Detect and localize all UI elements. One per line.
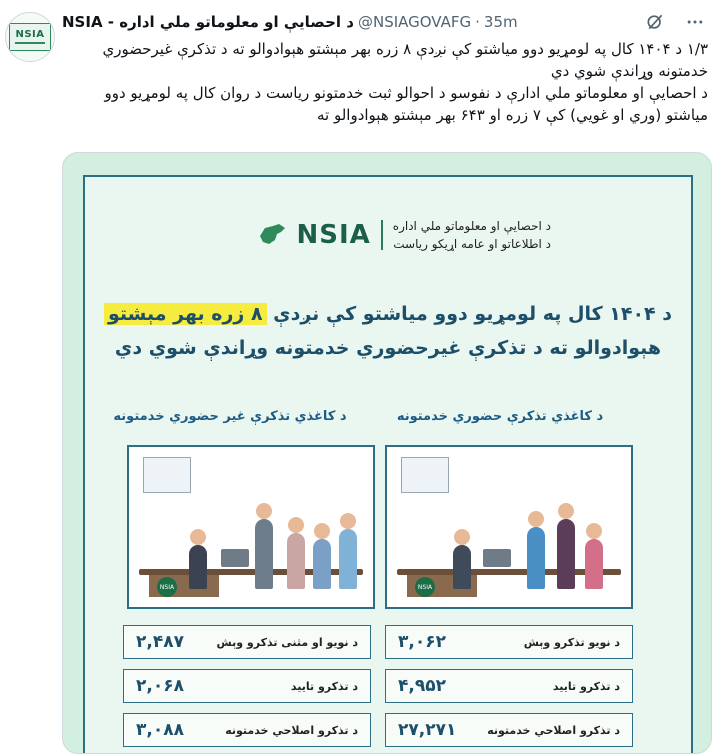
afghanistan-map-icon bbox=[257, 222, 287, 248]
citizen-figure bbox=[527, 527, 545, 589]
clerk-head bbox=[190, 529, 206, 545]
tweet-body bbox=[62, 38, 708, 126]
clerk-head bbox=[454, 529, 470, 545]
stat-label: د تذکرو اصلاحي خدمتونه bbox=[487, 723, 620, 737]
left-column-title: د کاغذي تذکرې غیر حضوري خدمتونه bbox=[113, 409, 347, 424]
tweet-header bbox=[62, 10, 712, 34]
citizen-figure bbox=[585, 539, 603, 589]
org-logo-row bbox=[257, 217, 552, 253]
citizen-figure bbox=[313, 539, 331, 589]
nsia-avatar-logo bbox=[9, 23, 51, 51]
header-separator: · bbox=[475, 13, 480, 31]
org-name: د احصايې او معلوماتو ملي اداره bbox=[392, 219, 551, 233]
stat-label: د نويو او مثنی تذکرو وېش bbox=[216, 635, 358, 649]
avatar-logo-bar bbox=[15, 42, 45, 44]
more-icon[interactable] bbox=[683, 10, 707, 34]
citizen-head bbox=[288, 517, 304, 533]
remote-illustration bbox=[127, 445, 375, 609]
infographic-headline bbox=[85, 297, 691, 365]
headline-line-2: هېوادوالو ته د تذکرې غیرحضوري خدمتونه وړاندې شوي دي bbox=[114, 337, 662, 359]
headline-text: د ۱۴۰۴ کال په لومړیو دوو میاشتو کې نږدې bbox=[266, 303, 673, 325]
stat-row bbox=[123, 669, 371, 703]
org-department: د اطلاعاتو او عامه اړيکو رياست bbox=[393, 237, 551, 251]
tweet-media-image[interactable] bbox=[62, 152, 712, 754]
stat-label: د تذکرو اصلاحي خدمتونه bbox=[225, 723, 358, 737]
avatar-logo-text: NSIA bbox=[15, 29, 45, 40]
stat-row bbox=[123, 625, 371, 659]
citizen-head bbox=[586, 523, 602, 539]
stat-value: ۲,۰۶۸ bbox=[136, 676, 184, 696]
nsia-mini-logo: NSIA bbox=[415, 577, 435, 597]
display-name[interactable]: NSIA - د احصايې او معلوماتو ملي اداره bbox=[62, 13, 354, 31]
logo-divider bbox=[381, 220, 383, 250]
infographic-frame bbox=[83, 175, 693, 754]
citizen-figure bbox=[255, 519, 273, 589]
stat-value: ۳,۰۶۲ bbox=[398, 632, 446, 652]
org-text bbox=[393, 217, 551, 253]
clerk-figure bbox=[189, 545, 207, 589]
headline-line-1 bbox=[85, 297, 691, 331]
citizen-head bbox=[528, 511, 544, 527]
citizen-head bbox=[314, 523, 330, 539]
citizen-figure bbox=[339, 529, 357, 589]
avatar[interactable] bbox=[5, 12, 55, 62]
stat-row bbox=[385, 669, 633, 703]
stat-row bbox=[385, 625, 633, 659]
stat-row bbox=[385, 713, 633, 747]
stat-value: ۳,۰۸۸ bbox=[136, 720, 184, 740]
citizen-head bbox=[340, 513, 356, 529]
stat-label: د تذکرو تایید bbox=[552, 679, 620, 693]
user-handle[interactable]: @NSIAGOVAFG bbox=[357, 13, 472, 31]
citizen-head bbox=[256, 503, 272, 519]
notice-board bbox=[401, 457, 449, 493]
stat-row bbox=[123, 713, 371, 747]
in-person-illustration bbox=[385, 445, 633, 609]
nsia-mini-logo: NSIA bbox=[157, 577, 177, 597]
stat-value: ۲,۴۸۷ bbox=[136, 632, 184, 652]
right-column-title: د کاغذي تذکرې حضوري خدمتونه bbox=[396, 409, 604, 424]
citizen-figure bbox=[557, 519, 575, 589]
stat-value: ۴,۹۵۲ bbox=[398, 676, 446, 696]
stat-value: ۲۷,۲۷۱ bbox=[398, 720, 457, 740]
stat-label: د تذکرو تایید bbox=[290, 679, 358, 693]
laptop bbox=[483, 549, 511, 567]
tweet-text-line-2: د احصایې او معلوماتو ملي ادارې د نفوسو د احوالو ثبت خدمتونو ریاست د روان کال په لومړیو دوو میاشتو (وري او غویي) کې ۷ زره او ۶۴۳ بهر مېشتو هېوادوالو ته bbox=[104, 84, 708, 124]
headline-highlight: ۸ زره بهر مېشتو bbox=[104, 303, 267, 325]
stat-label: د نويو تذکرو وېش bbox=[523, 635, 620, 649]
citizen-figure bbox=[287, 533, 305, 589]
clerk-figure bbox=[453, 545, 471, 589]
grok-icon[interactable] bbox=[643, 10, 667, 34]
tweet-timestamp[interactable]: 35m bbox=[483, 13, 518, 31]
notice-board bbox=[143, 457, 191, 493]
citizen-head bbox=[558, 503, 574, 519]
tweet-text-line-1: ۱/۳ د ۱۴۰۴ کال په لومړیو دوو میاشتو کې نږدې ۸ زره بهر مېشتو هېوادوالو ته د تذکرې غیرحضوري خدمتونه وړاندې شوي دي bbox=[102, 40, 708, 80]
header-actions bbox=[643, 10, 707, 34]
nsia-logo-text: NSIA bbox=[296, 220, 371, 250]
laptop bbox=[221, 549, 249, 567]
